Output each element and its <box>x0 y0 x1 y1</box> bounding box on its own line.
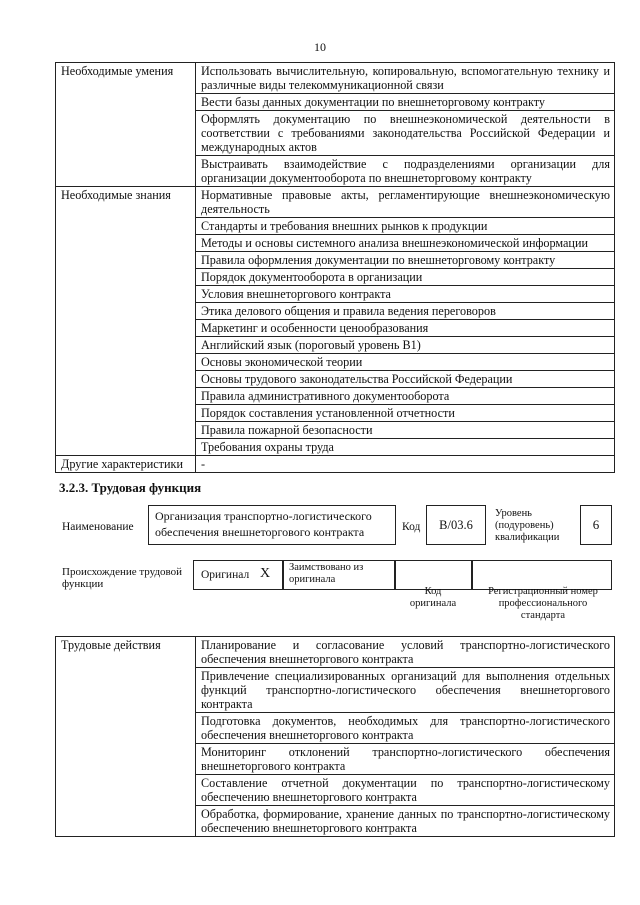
row-item: - <box>196 456 615 473</box>
table-row <box>56 637 615 668</box>
code-value-box <box>426 505 486 545</box>
table-row <box>56 63 615 94</box>
section-title: 3.2.3. Трудовая функция <box>59 480 202 495</box>
labor-actions-table <box>55 636 615 837</box>
original-mark: X <box>260 566 271 581</box>
row-item: Мониторинг отклонений транспортно-логистического обеспечения внешнеторгового контракта <box>196 744 615 775</box>
row-item: Правила административного документооборота <box>196 388 615 405</box>
row-item: Стандарты и требования внешних рынков к продукции <box>196 218 615 235</box>
row-item: Вести базы данных документации по внешнеторговому контракту <box>196 94 615 111</box>
row-item: Использовать вычислительную, копировальную, вспомогательную технику и различные виды телекоммуникационной связи <box>196 63 615 94</box>
row-item: Оформлять документацию по внешнеэкономической деятельности в соответствии с требованиями законодательства Российской Федерации и международных актов <box>196 111 615 156</box>
row-label: Необходимые знания <box>56 187 196 456</box>
row-item: Требования охраны труда <box>196 439 615 456</box>
row-item: Планирование и согласование условий транспортно-логистического обеспечения внешнеторгового контракта <box>196 637 615 668</box>
row-item: Нормативные правовые акты, регламентирующие внешнеэкономическую деятельность <box>196 187 615 218</box>
row-item: Выстраивать взаимодействие с подразделениями организации для организации документооборота по внешнеторговому контракту <box>196 156 615 187</box>
row-label: Необходимые умения <box>56 63 196 187</box>
row-label: Трудовые действия <box>56 637 196 837</box>
row-item: Порядок составления установленной отчетности <box>196 405 615 422</box>
borrowed-label: Заимствовано из оригинала <box>289 562 364 585</box>
row-item: Обработка, формирование, хранение данных по транспортно-логистическому обеспечению внешнеторгового контракта <box>196 806 615 837</box>
row-item: Маркетинг и особенности ценообразования <box>196 320 615 337</box>
level-value-box <box>580 505 612 545</box>
function-name-value: Организация транспортно-логистического обеспечения внешнеторгового контракта <box>155 509 372 539</box>
table-row <box>56 456 615 473</box>
code-label: Код <box>402 521 421 533</box>
row-item: Правила оформления документации по внешнеторговому контракту <box>196 252 615 269</box>
row-item: Правила пожарной безопасности <box>196 422 615 439</box>
row-item: Составление отчетной документации по транспортно-логистическому обеспечению внешнеторгового контракта <box>196 775 615 806</box>
row-item: Порядок документооборота в организации <box>196 269 615 286</box>
row-item: Подготовка документов, необходимых для транспортно-логистического обеспечения внешнеторгового контракта <box>196 713 615 744</box>
function-name-box <box>148 505 396 545</box>
level-label: Уровень (подуровень) квалификации <box>495 508 560 543</box>
original-cell <box>193 560 283 590</box>
reg-caption: Регистрационный номер профессионального стандарта <box>488 586 598 621</box>
row-label: Другие характеристики <box>56 456 196 473</box>
borrowed-cell <box>283 560 395 590</box>
requirements-table <box>55 62 615 473</box>
row-item: Английский язык (пороговый уровень B1) <box>196 337 615 354</box>
table-row <box>56 187 615 218</box>
row-item: Основы экономической теории <box>196 354 615 371</box>
code-caption: Код оригинала <box>409 586 457 609</box>
original-label: Оригинал <box>201 569 250 581</box>
code-value: B/03.6 <box>439 518 473 532</box>
row-item: Методы и основы системного анализа внешнеэкономической информации <box>196 235 615 252</box>
row-item: Условия внешнеторгового контракта <box>196 286 615 303</box>
origin-label: Происхождение трудовой функции <box>62 566 183 590</box>
row-item: Привлечение специализированных организаций для выполнения отдельных функций транспортно-логистического обеспечения внешнеторгового контракта <box>196 668 615 713</box>
row-item: Основы трудового законодательства Российской Федерации <box>196 371 615 388</box>
level-value: 6 <box>592 517 600 532</box>
row-item: Этика делового общения и правила ведения переговоров <box>196 303 615 320</box>
name-label: Наименование <box>62 521 134 533</box>
page-number: 10 <box>314 40 326 54</box>
